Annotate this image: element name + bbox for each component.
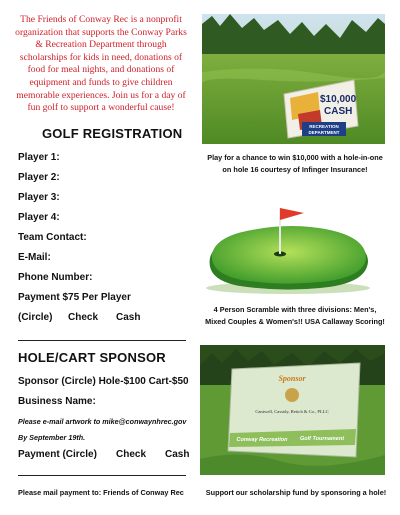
deadline-note: By September 19th.: [18, 433, 86, 442]
golf-payment-circle-label: (Circle): [18, 312, 53, 323]
player-3-field[interactable]: Player 3:: [18, 192, 60, 203]
golf-registration-title: GOLF REGISTRATION: [42, 126, 183, 141]
sponsor-payment-check-option[interactable]: Check: [116, 449, 147, 460]
caption-scramble-line1: 4 Person Scramble with three divisions: Men's,: [213, 305, 377, 314]
business-name-field[interactable]: Business Name:: [18, 396, 96, 407]
sponsor-sign: [228, 363, 360, 457]
sign-cash: CASH: [324, 106, 353, 117]
caption-hole-in-one: [200, 152, 390, 176]
email-field[interactable]: E-Mail:: [18, 252, 51, 263]
artwork-email-note: Please e-mail artwork to mike@conwaynhrec.gov: [18, 417, 187, 426]
caption-hole-in-one-line1: Play for a chance to win $10,000 with a hole-in-one: [207, 153, 383, 162]
sponsor-type-field[interactable]: Sponsor (Circle) Hole-$100 Cart-$50: [18, 376, 189, 387]
sign-footer-line2: Golf Tournament: [299, 436, 345, 442]
section-divider: [18, 340, 186, 341]
golf-green-illustration: [200, 196, 376, 296]
caption-scramble: [200, 304, 390, 328]
firm-logo-icon: [285, 388, 299, 402]
caption-scramble-line2: Mixed Couples & Women's!! USA Callaway Scoring!: [205, 317, 385, 326]
caption-hole-in-one-line2: on hole 16 courtesy of Infinger Insurance!: [222, 165, 368, 174]
player-1-field[interactable]: Player 1:: [18, 152, 60, 163]
caption-scholarship: Support our scholarship fund by sponsoring a hole!: [205, 488, 387, 497]
sign-dept-line2: DEPARTMENT: [308, 130, 340, 135]
golf-payment-check-option[interactable]: Check: [68, 312, 99, 323]
sponsor-title: HOLE/CART SPONSOR: [18, 350, 166, 365]
sign-firm-name: Cantwell, Cassidy, Reitch & Co., PLLC: [255, 409, 329, 414]
sponsor-payment-cash-option[interactable]: Cash: [165, 449, 190, 460]
player-2-field[interactable]: Player 2:: [18, 172, 60, 183]
sponsor-payment-circle-label: Payment (Circle): [18, 449, 97, 460]
sponsor-sign-photo: [200, 345, 385, 475]
phone-number-field[interactable]: Phone Number:: [18, 272, 93, 283]
sign-footer-line1: Conway Recreation: [236, 437, 288, 443]
payment-per-player-label: Payment $75 Per Player: [18, 292, 131, 303]
team-contact-field[interactable]: Team Contact:: [18, 232, 87, 243]
sign-amount: $10,000: [320, 94, 357, 105]
hole-in-one-photo: [202, 14, 385, 144]
intro-text: The Friends of Conway Rec is a nonprofit organization that supports the Conway Parks & Recreation Department through scholarships for kids in need, donations of food for meal nights, and donations of equipment and funds to give children memorable experiences. Join us for a day of fun golf to support a wonderful cause!: [15, 14, 187, 114]
mail-divider: [18, 475, 186, 476]
golf-payment-cash-option[interactable]: Cash: [116, 312, 141, 323]
player-4-field[interactable]: Player 4:: [18, 212, 60, 223]
mail-payment-note: Please mail payment to: Friends of Conway Rec: [18, 488, 184, 497]
sign-dept-line1: RECREATION: [309, 124, 339, 129]
flag-icon: [280, 208, 304, 220]
sign-logo-text: Sponsor: [278, 374, 306, 383]
